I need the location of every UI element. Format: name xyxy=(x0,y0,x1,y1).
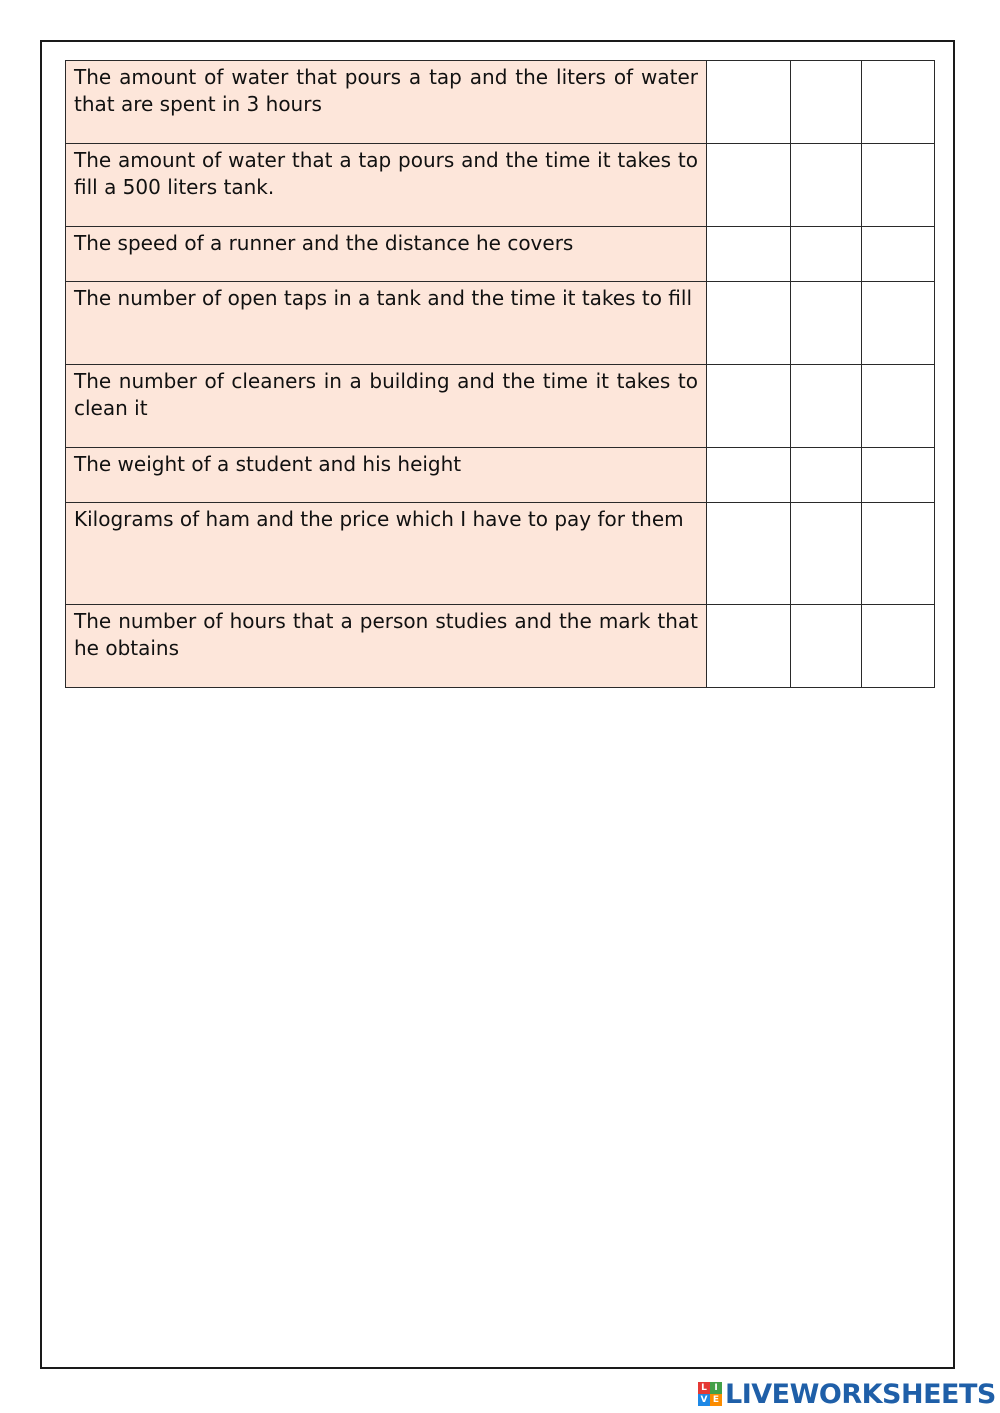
badge-letter: E xyxy=(710,1394,722,1406)
table-row xyxy=(66,227,935,282)
statement-cell: The speed of a runner and the distance he covers xyxy=(66,227,707,282)
answer-cell-1[interactable] xyxy=(707,144,791,227)
statement-cell: The amount of water that pours a tap and the liters of water that are spent in 3 hours xyxy=(66,61,707,144)
table-row xyxy=(66,365,935,448)
statement-cell: The weight of a student and his height xyxy=(66,448,707,503)
classification-table xyxy=(65,60,935,688)
answer-cell-3[interactable] xyxy=(862,144,935,227)
answer-cell-2[interactable] xyxy=(791,282,862,365)
answer-cell-1[interactable] xyxy=(707,605,791,688)
answer-cell-3[interactable] xyxy=(862,282,935,365)
answer-cell-1[interactable] xyxy=(707,448,791,503)
answer-cell-3[interactable] xyxy=(862,227,935,282)
answer-cell-2[interactable] xyxy=(791,144,862,227)
statement-cell: The number of open taps in a tank and the time it takes to fill xyxy=(66,282,707,365)
answer-cell-2[interactable] xyxy=(791,605,862,688)
table-row xyxy=(66,61,935,144)
answer-cell-1[interactable] xyxy=(707,282,791,365)
badge-letter: I xyxy=(710,1382,722,1394)
answer-cell-3[interactable] xyxy=(862,503,935,605)
answer-cell-3[interactable] xyxy=(862,61,935,144)
table-row xyxy=(66,605,935,688)
answer-cell-2[interactable] xyxy=(791,227,862,282)
answer-cell-3[interactable] xyxy=(862,365,935,448)
answer-cell-3[interactable] xyxy=(862,605,935,688)
live-badge-icon xyxy=(698,1382,722,1406)
answer-cell-2[interactable] xyxy=(791,61,862,144)
table-row xyxy=(66,144,935,227)
statement-cell: The number of hours that a person studies and the mark that he obtains xyxy=(66,605,707,688)
liveworksheets-logo[interactable] xyxy=(698,1378,996,1410)
statement-cell: Kilograms of ham and the price which I have to pay for them xyxy=(66,503,707,605)
answer-cell-2[interactable] xyxy=(791,365,862,448)
statement-cell: The amount of water that a tap pours and the time it takes to fill a 500 liters tank. xyxy=(66,144,707,227)
answer-cell-1[interactable] xyxy=(707,365,791,448)
answer-cell-1[interactable] xyxy=(707,227,791,282)
badge-letter: L xyxy=(698,1382,710,1394)
answer-cell-1[interactable] xyxy=(707,503,791,605)
statement-cell: The number of cleaners in a building and the time it takes to clean it xyxy=(66,365,707,448)
table-row xyxy=(66,282,935,365)
badge-letter: V xyxy=(698,1394,710,1406)
table-row xyxy=(66,448,935,503)
answer-cell-2[interactable] xyxy=(791,503,862,605)
answer-cell-1[interactable] xyxy=(707,61,791,144)
answer-cell-2[interactable] xyxy=(791,448,862,503)
logo-text: LIVEWORKSHEETS xyxy=(725,1378,996,1410)
answer-cell-3[interactable] xyxy=(862,448,935,503)
table-row xyxy=(66,503,935,605)
